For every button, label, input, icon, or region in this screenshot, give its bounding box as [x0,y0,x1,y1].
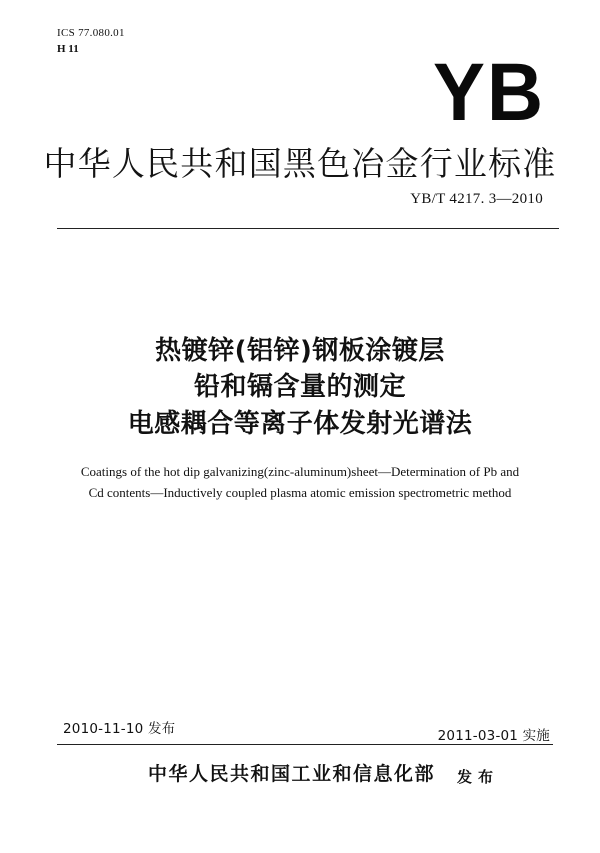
title-cn-line-1: 热镀锌(铝锌)钢板涂镀层 [155,336,445,366]
issue-date: 2010-11-10 发布 [63,721,176,737]
effective-date: 2011-03-01 实施 [437,728,550,744]
title-en-line-2: Cd contents—Inductively coupled plasma atomic emission spectrometric method [88,485,512,500]
title-en-line-1: Coatings of the hot dip galvanizing(zinc-aluminum)sheet—Determination of Pb and [80,464,520,479]
header-divider [57,228,559,229]
publish-label: 发布 [457,768,500,786]
ics-code: ICS 77.080.01 [57,27,125,39]
title-cn-line-2: 铅和镉含量的测定 [193,372,406,402]
yb-logo: YB [432,47,545,138]
issuer-title: 中华人民共和国黑色冶金行业标准 [43,144,557,183]
publisher-name: 中华人民共和国工业和信息化部 [148,763,436,785]
footer-divider [57,744,553,745]
title-cn-line-3: 电感耦合等离子体发射光谱法 [127,409,473,439]
classification-code: H 11 [57,43,79,55]
standard-number: YB/T 4217. 3—2010 [410,191,543,207]
